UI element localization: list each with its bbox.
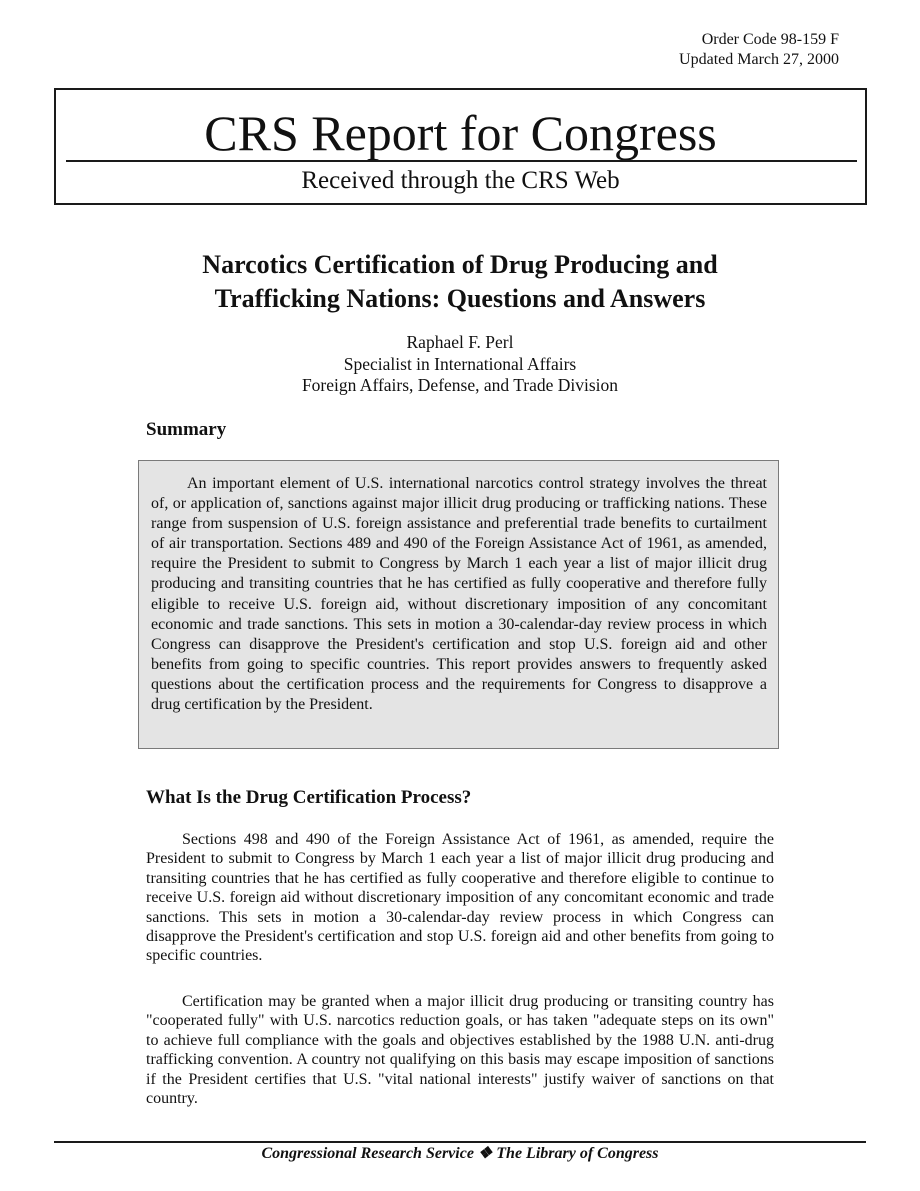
report-header-subtitle: Received through the CRS Web [301, 167, 620, 194]
order-info [679, 30, 839, 70]
footer-divider [54, 1141, 866, 1143]
summary-heading: Summary [146, 419, 227, 440]
body-paragraph-1: Sections 498 and 490 of the Foreign Assistance Act of 1961, as amended, require the President to submit to Congress by March 1 each year a list of major illicit drug producing and transiting countries that he has certified as fully cooperative and therefore eligible to continue to receive U.S. foreign aid without discretionary imposition of any concomitant economic and trade sanctions. This sets in motion a 30-calendar-day review process in which Congress can disapprove the President's certification and stop U.S. foreign aid and other benefits from going to specific countries. [146, 831, 774, 965]
document-title-line-2: Trafficking Nations: Questions and Answers [214, 284, 706, 313]
author-role: Specialist in International Affairs [343, 353, 577, 374]
author-block [0, 332, 920, 397]
section-heading: What Is the Drug Certification Process? [146, 787, 472, 808]
header-divider [66, 160, 857, 162]
document-title [0, 248, 920, 316]
report-header-title: CRS Report for Congress [204, 105, 717, 161]
footer-text: Congressional Research Service ❖ The Library of Congress [261, 1145, 659, 1162]
updated-date: Updated March 27, 2000 [679, 51, 839, 68]
author-division: Foreign Affairs, Defense, and Trade Division [301, 375, 619, 395]
body-paragraph-2: Certification may be granted when a major illicit drug producing or transiting country has "cooperated fully" with U.S. narcotics reduction goals, or has taken "adequate steps on its own" to achieve full compliance with the goals and objectives established by the 1988 U.N. anti-drug trafficking convention. A country not qualifying on this basis may escape imposition of sanctions if the President certifies that U.S. "vital national interests" justify waiver of sanctions on that country. [146, 993, 774, 1108]
summary-box [138, 460, 779, 749]
summary-text: An important element of U.S. international narcotics control strategy involves the threat of, or application of, sanctions against major illicit drug producing or trafficking nations. These range from suspension of U.S. foreign assistance and preferential trade benefits to curtailment of air transportation. Sections 489 and 490 of the Foreign Assistance Act of 1961, as amended, require the President to submit to Congress by March 1 each year a list of major illicit drug producing and transiting countries that he has certified as fully cooperative and therefore fully eligible to receive U.S. foreign aid, without discretionary imposition of any concomitant economic and trade sanctions. This sets in motion a 30-calendar-day review process in which Congress can disapprove the President's certification and stop U.S. foreign aid and other benefits from going to specific countries. This report provides answers to frequently asked questions about the certification process and the requirements for Congress to disapprove a drug certification by the President. [151, 475, 767, 714]
author-name: Raphael F. Perl [406, 332, 514, 352]
report-header-box [54, 88, 867, 205]
document-title-line-1: Narcotics Certification of Drug Producing and [202, 250, 718, 279]
order-code: Order Code 98-159 F [701, 31, 839, 48]
